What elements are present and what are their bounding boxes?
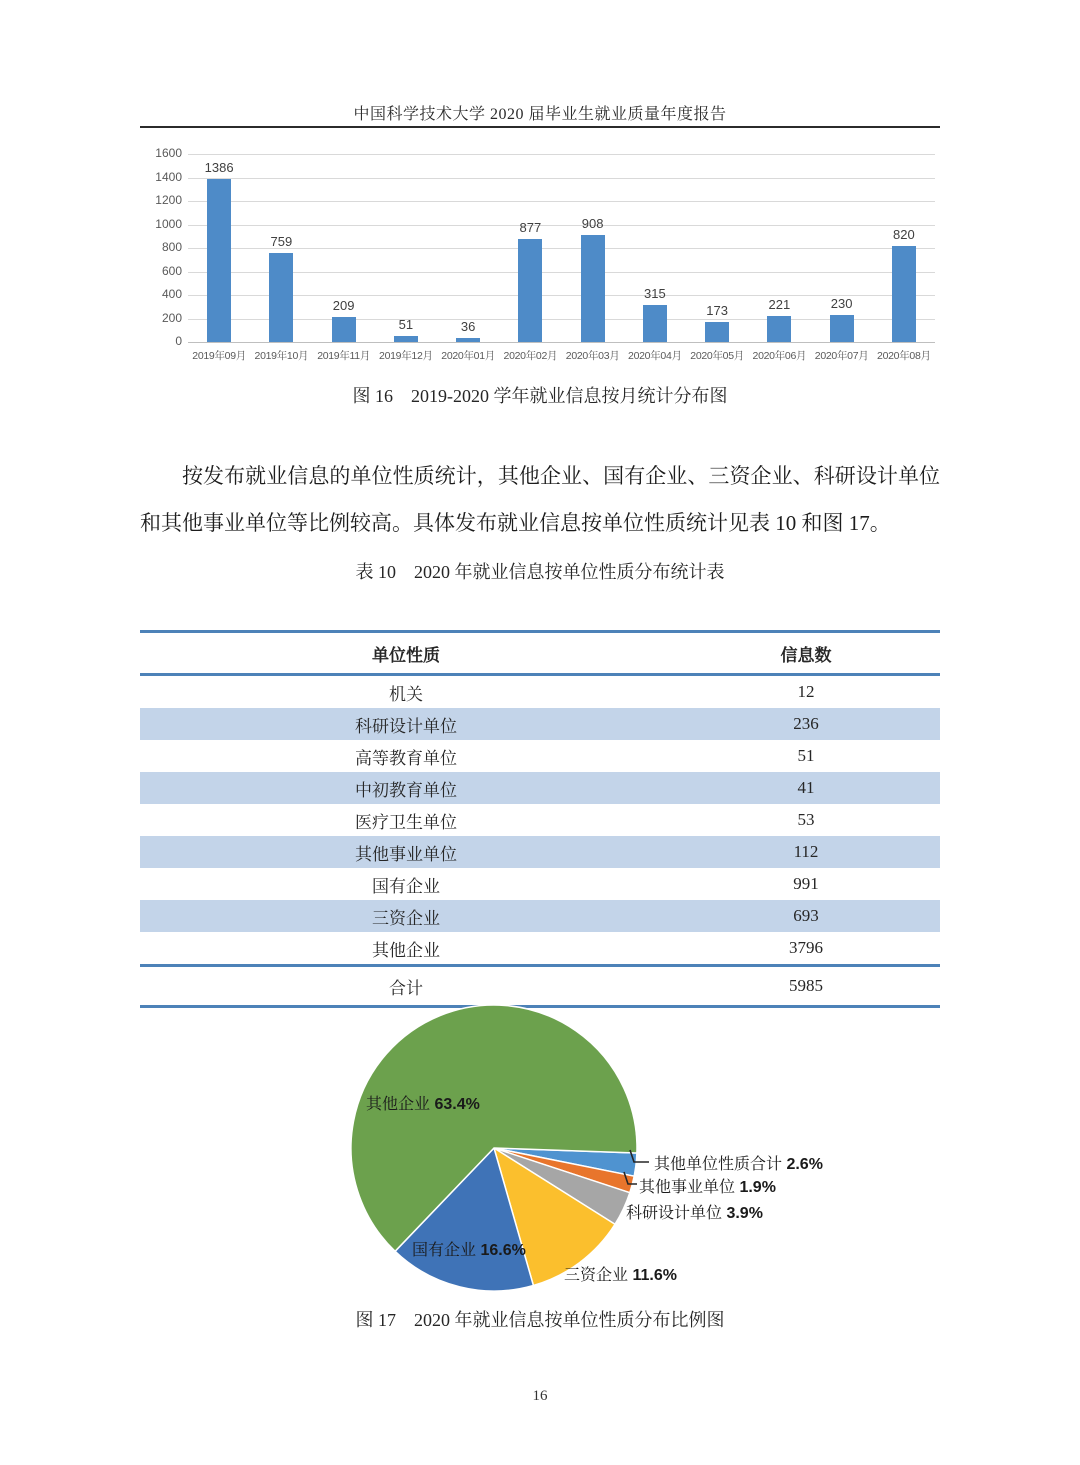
bar [767,316,791,342]
y-axis-tick-label: 0 [175,334,182,348]
table-header-row [140,632,940,675]
bar [456,338,480,342]
header-rule [140,126,940,128]
bar-value-label: 36 [460,318,476,334]
pie-slice-label [412,1237,526,1260]
pie-slice-label [626,1200,763,1223]
x-axis-tick-label: 2019年11月 [317,350,371,362]
table10-caption: 表 10 2020 年就业信息按单位性质分布统计表 [355,562,725,582]
table-cell: 51 [797,746,815,765]
bar-value-label: 877 [519,219,542,235]
bar-value-label: 221 [768,297,791,313]
pie-svg [240,1000,940,1300]
table-row [140,675,940,709]
bar-plot-area [188,154,935,342]
bar [332,317,356,342]
bar [643,305,667,342]
y-axis-tick-label: 1200 [155,193,182,207]
table-cell: 高等教育单位 [355,748,457,768]
table-cell: 3796 [789,938,823,957]
body-paragraph: 按发布就业信息的单位性质统计，其他企业、国有企业、三资企业、科研设计单位和其他事业单位等比例较高。具体发布就业信息按单位性质统计见表 10 和图 17。 [140,464,940,535]
bar-value-label: 51 [398,317,414,333]
bar [581,235,605,342]
bar-value-label: 315 [644,286,666,301]
gridline [188,201,935,202]
column-header: 单位性质 [372,645,440,665]
table-head [140,632,940,675]
bar [207,179,231,342]
table-total-cell: 5985 [789,976,823,995]
x-axis-tick-label: 2019年09月 [192,350,246,362]
x-axis-tick-label: 2020年04月 [628,350,682,362]
pie-label-text: 其他企业 [366,1096,435,1113]
pie-slice-label [654,1151,823,1174]
table-cell: 693 [793,906,819,925]
table-row [140,836,940,868]
x-axis-tick-label: 2020年06月 [752,350,807,362]
table-cell: 科研设计单位 [355,716,457,736]
gridline [188,178,935,179]
gridline [188,319,935,320]
pie-label-percent: 1.9% [739,1179,776,1196]
figure16-caption: 图 16 2019-2020 学年就业信息按月统计分布图 [352,386,728,406]
table-body [140,675,940,966]
table-cell: 机关 [389,684,423,704]
table-cell: 12 [797,682,815,701]
figure17-caption: 图 17 2020 年就业信息按单位性质分布比例图 [355,1310,725,1330]
table-cell: 991 [793,874,819,893]
y-axis-tick-label: 600 [161,263,182,278]
table-row [140,740,940,772]
gridline [188,154,935,155]
x-axis-tick-label: 2019年12月 [379,350,433,362]
pie-slice-label [639,1174,776,1197]
table-cell: 其他企业 [372,940,440,960]
pie-label-text: 三资企业 [564,1267,633,1284]
table-row [140,772,940,804]
pie-label-text: 国有企业 [412,1242,481,1259]
table10 [140,630,940,1008]
table-cell: 医疗卫生单位 [355,812,457,832]
x-axis-tick-label: 2020年01月 [441,350,495,362]
table-row [140,868,940,900]
x-axis-tick-label: 2020年02月 [503,350,558,362]
page-header-title: 中国科学技术大学 2020 届毕业生就业质量年度报告 [353,106,727,123]
y-axis-tick-label: 1000 [155,216,182,231]
pie-label-percent: 2.6% [786,1156,823,1173]
table-cell: 中初教育单位 [355,780,457,800]
table-cell: 112 [793,842,819,861]
pie-slice-label [564,1262,677,1285]
pie-label-percent: 3.9% [726,1205,763,1222]
y-axis-tick-label: 800 [161,240,182,254]
y-axis-tick-label: 400 [161,287,182,301]
y-axis-tick-label: 1600 [155,146,182,160]
bar [394,336,418,342]
table-row [140,804,940,836]
table-row [140,708,940,740]
table-cell: 三资企业 [372,908,440,928]
table-cell: 41 [797,778,815,797]
table-cell: 国有企业 [372,876,440,896]
gridline [188,272,935,273]
table-cell: 其他事业单位 [355,844,457,864]
x-axis-tick-label: 2020年08月 [877,350,931,362]
bar [518,239,542,342]
pie-slice-label [366,1091,480,1114]
x-axis-tick-label: 2020年07月 [814,350,869,362]
pie-chart-figure17 [240,1000,940,1300]
bar-value-label: 1386 [204,160,234,176]
pie-label-text: 其他事业单位 [639,1179,740,1196]
column-header: 信息数 [780,645,832,665]
table-cell: 236 [793,714,819,733]
unit-type-table [140,630,940,1008]
table-total-cell: 合计 [389,978,423,998]
x-axis-tick-label: 2020年05月 [690,350,744,362]
x-axis-line [188,342,935,343]
x-axis-tick-label: 2020年03月 [565,350,620,362]
y-axis-tick-label: 1400 [155,169,182,184]
bar-value-label: 908 [581,216,604,232]
y-axis-tick-label: 200 [161,310,182,325]
pie-label-percent: 11.6% [632,1267,677,1284]
bar [269,253,293,342]
pie-label-percent: 63.4% [434,1096,480,1113]
bar [892,246,916,342]
table-row [140,932,940,966]
bar-value-label: 820 [893,226,915,242]
bar [830,315,854,342]
bar-value-label: 173 [706,302,728,318]
pie-label-text: 科研设计单位 [626,1205,727,1222]
table-row [140,900,940,932]
bar-value-label: 230 [830,295,853,311]
page-number: 16 [532,1388,548,1404]
bar [705,322,729,342]
pie-label-percent: 16.6% [480,1242,526,1259]
bar-chart-figure16 [140,148,940,378]
bar-value-label: 759 [270,233,293,249]
table-cell: 53 [797,810,815,829]
x-axis-tick-label: 2019年10月 [254,350,309,362]
pie-label-text: 其他单位性质合计 [654,1156,787,1173]
bar-value-label: 209 [332,298,355,314]
